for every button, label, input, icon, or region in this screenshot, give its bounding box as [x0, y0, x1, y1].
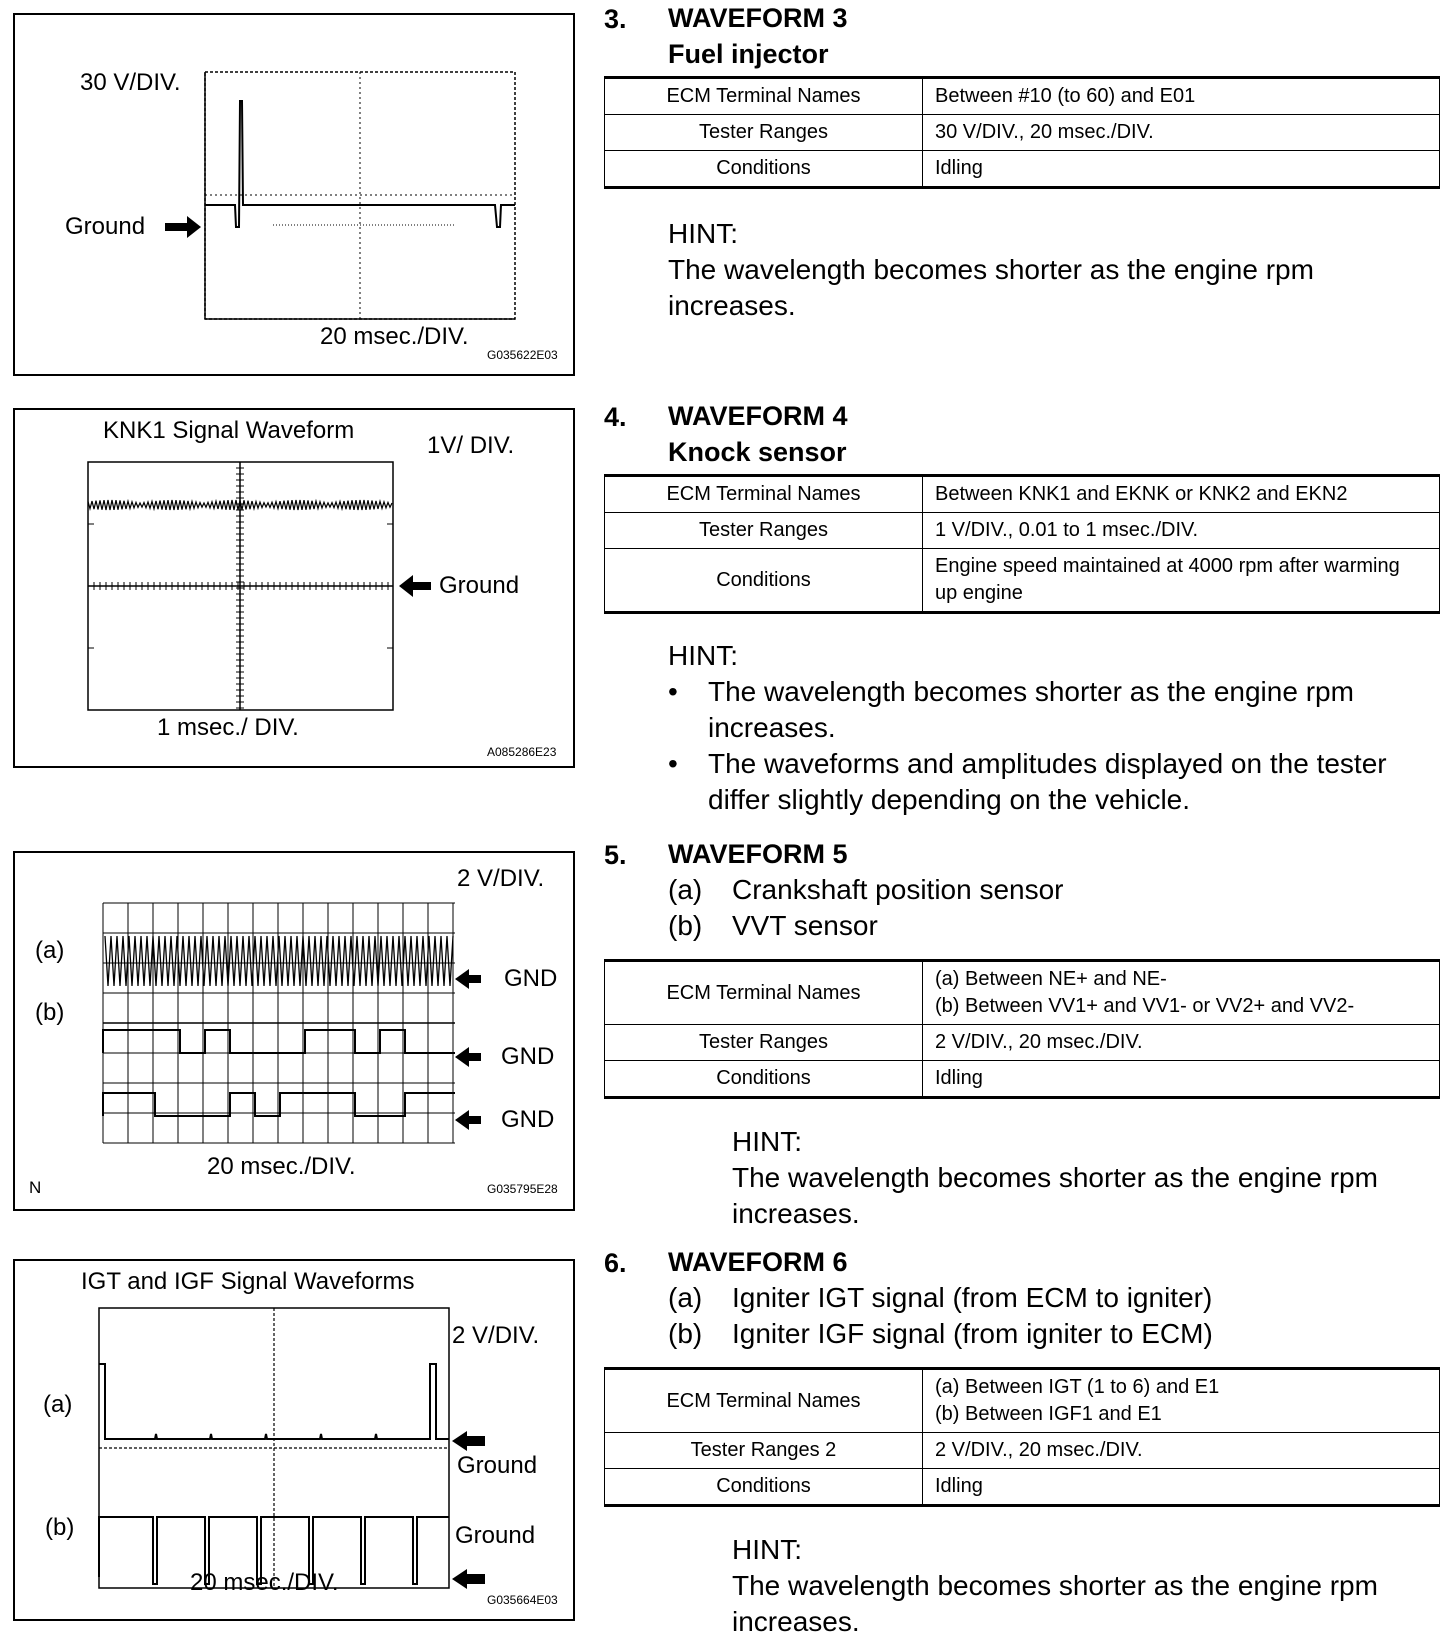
sub-item-letter: (a) — [668, 1282, 703, 1313]
row-key: Conditions — [605, 1469, 923, 1506]
table-row — [605, 549, 1440, 613]
table-row — [605, 1369, 1440, 1433]
volt-div-label: 2 V/DIV. — [457, 865, 545, 892]
volt-div-label: 2 V/DIV. — [452, 1322, 540, 1349]
figure-waveform-6 — [13, 1259, 575, 1621]
spec-table — [604, 474, 1440, 614]
row-key: Conditions — [605, 151, 923, 188]
hint-item: • The wavelength becomes shorter as the engine rpm increases. — [668, 674, 1438, 746]
table-row — [605, 961, 1440, 1025]
row-value: Idling — [923, 1061, 1440, 1098]
table-row — [605, 1433, 1440, 1469]
gnd-label-3: GND — [501, 1106, 555, 1133]
row-key: Tester Ranges — [605, 1025, 923, 1061]
hint-block — [668, 638, 1438, 818]
row-value: 30 V/DIV., 20 msec./DIV. — [923, 115, 1440, 151]
sub-item-text: Igniter IGT signal (from ECM to igniter) — [732, 1282, 1213, 1313]
time-div-label: 1 msec./ DIV. — [157, 714, 299, 741]
hint-label: HINT: — [732, 1126, 802, 1157]
hint-label: HINT: — [668, 640, 738, 671]
table-row — [605, 1061, 1440, 1098]
sub-item-letter: (b) — [668, 910, 703, 941]
hint-block — [732, 1532, 1432, 1640]
hint-text: The wavelength becomes shorter as the engine rpm increases. — [668, 254, 1314, 321]
section-number: 4. — [604, 402, 627, 432]
row-key: Tester Ranges — [605, 513, 923, 549]
table-row — [605, 115, 1440, 151]
time-div-label: 20 msec./DIV. — [320, 323, 469, 350]
table-row — [605, 1025, 1440, 1061]
sub-item-letter: (b) — [668, 1318, 703, 1349]
table-row — [605, 78, 1440, 115]
figure-waveform-3 — [13, 13, 575, 376]
ground-label-2: Ground — [455, 1522, 536, 1549]
label-b: (b) — [45, 1514, 75, 1541]
sub-item — [668, 1280, 1212, 1316]
sub-item — [668, 872, 1064, 908]
hint-block — [668, 216, 1408, 324]
hint-text: The wavelength becomes shorter as the engine rpm increases. — [732, 1570, 1378, 1637]
row-value-line: (a) Between IGT (1 to 6) and E1 — [935, 1376, 1220, 1398]
gnd-label-2: GND — [501, 1043, 555, 1070]
sub-item — [668, 1316, 1213, 1352]
figure-waveform-5 — [13, 851, 575, 1211]
row-key: Conditions — [605, 549, 923, 613]
figure-code: G035664E03 — [487, 1593, 558, 1607]
row-key: ECM Terminal Names — [605, 476, 923, 513]
gnd-arrow-2 — [455, 1047, 481, 1067]
gnd-arrow-1 — [455, 969, 481, 989]
table-row — [605, 151, 1440, 188]
sub-item — [668, 908, 878, 944]
label-b: (b) — [35, 999, 65, 1026]
row-value: 2 V/DIV., 20 msec./DIV. — [923, 1433, 1440, 1469]
figure-waveform-4 — [13, 408, 575, 768]
waveform-title: IGT and IGF Signal Waveforms — [81, 1268, 415, 1295]
sub-item-text: Crankshaft position sensor — [732, 874, 1064, 905]
section-number: 3. — [604, 4, 627, 34]
row-key: ECM Terminal Names — [605, 961, 923, 1025]
sub-item-letter: (a) — [668, 874, 703, 905]
ground-arrow — [399, 575, 431, 597]
row-value-line: (b) Between IGF1 and E1 — [935, 1403, 1162, 1425]
gnd-arrow-3 — [455, 1110, 481, 1130]
row-key: ECM Terminal Names — [605, 1369, 923, 1433]
figure-code: G035795E28 — [487, 1182, 558, 1196]
time-div-label: 20 msec./DIV. — [190, 1569, 339, 1596]
row-value: Between KNK1 and EKNK or KNK2 and EKN2 — [923, 476, 1440, 513]
spec-table — [604, 76, 1440, 189]
time-div-label: 20 msec./DIV. — [207, 1153, 356, 1180]
row-value — [923, 1369, 1440, 1433]
waveform-title: KNK1 Signal Waveform — [103, 417, 355, 444]
section-subtitle: Fuel injector — [668, 39, 829, 69]
section-number: 6. — [604, 1248, 627, 1278]
spec-table — [604, 959, 1440, 1099]
ground-label: Ground — [439, 572, 520, 599]
row-key: Tester Ranges — [605, 115, 923, 151]
section-title: WAVEFORM 4 — [668, 401, 848, 431]
hint-list — [668, 674, 1438, 818]
row-value-line: (b) Between VV1+ and VV1- or VV2+ and VV2- — [935, 995, 1355, 1017]
hint-text: The wavelength becomes shorter as the engine rpm increases. — [732, 1162, 1378, 1229]
volt-div-label: 1V/ DIV. — [427, 432, 515, 459]
figure-code: A085286E23 — [487, 745, 557, 759]
ground-label: Ground — [65, 213, 146, 240]
row-value — [923, 961, 1440, 1025]
volt-div-label: 30 V/DIV. — [80, 69, 181, 96]
vvt1-signal-trace — [103, 1030, 455, 1053]
section-title: WAVEFORM 6 — [668, 1247, 848, 1277]
row-value: Idling — [923, 1469, 1440, 1506]
row-value-line: (a) Between NE+ and NE- — [935, 968, 1167, 990]
hint-item: • The waveforms and amplitudes displayed on the tester differ slightly depending on the vehicle. — [668, 746, 1438, 818]
ground-arrow-1 — [452, 1431, 485, 1451]
row-key: Conditions — [605, 1061, 923, 1098]
row-value: 1 V/DIV., 0.01 to 1 msec./DIV. — [923, 513, 1440, 549]
ground-arrow-2 — [452, 1569, 485, 1589]
sub-item-text: Igniter IGF signal (from igniter to ECM) — [732, 1318, 1213, 1349]
section-subtitle: Knock sensor — [668, 437, 847, 467]
table-row — [605, 1469, 1440, 1506]
table-row — [605, 513, 1440, 549]
crankshaft-signal-trace — [105, 936, 453, 986]
row-value: 2 V/DIV., 20 msec./DIV. — [923, 1025, 1440, 1061]
row-key: ECM Terminal Names — [605, 78, 923, 115]
label-a: (a) — [43, 1391, 73, 1418]
figure-code: G035622E03 — [487, 348, 558, 362]
ground-label-1: Ground — [457, 1452, 538, 1479]
row-key: Tester Ranges 2 — [605, 1433, 923, 1469]
hint-label: HINT: — [668, 218, 738, 249]
row-value: Idling — [923, 151, 1440, 188]
section-title: WAVEFORM 5 — [668, 839, 848, 869]
label-a: (a) — [35, 937, 65, 964]
hint-block — [732, 1124, 1432, 1232]
sub-item-text: VVT sensor — [732, 910, 878, 941]
spec-table — [604, 1367, 1440, 1507]
hint-label: HINT: — [732, 1534, 802, 1565]
ground-arrow — [165, 216, 201, 238]
corner-mark: N — [29, 1178, 42, 1197]
gnd-label-1: GND — [504, 965, 558, 992]
row-value: Engine speed maintained at 4000 rpm after warming up engine — [923, 549, 1440, 613]
row-value: Between #10 (to 60) and E01 — [923, 78, 1440, 115]
table-row — [605, 476, 1440, 513]
section-number: 5. — [604, 840, 627, 870]
section-title: WAVEFORM 3 — [668, 3, 848, 33]
